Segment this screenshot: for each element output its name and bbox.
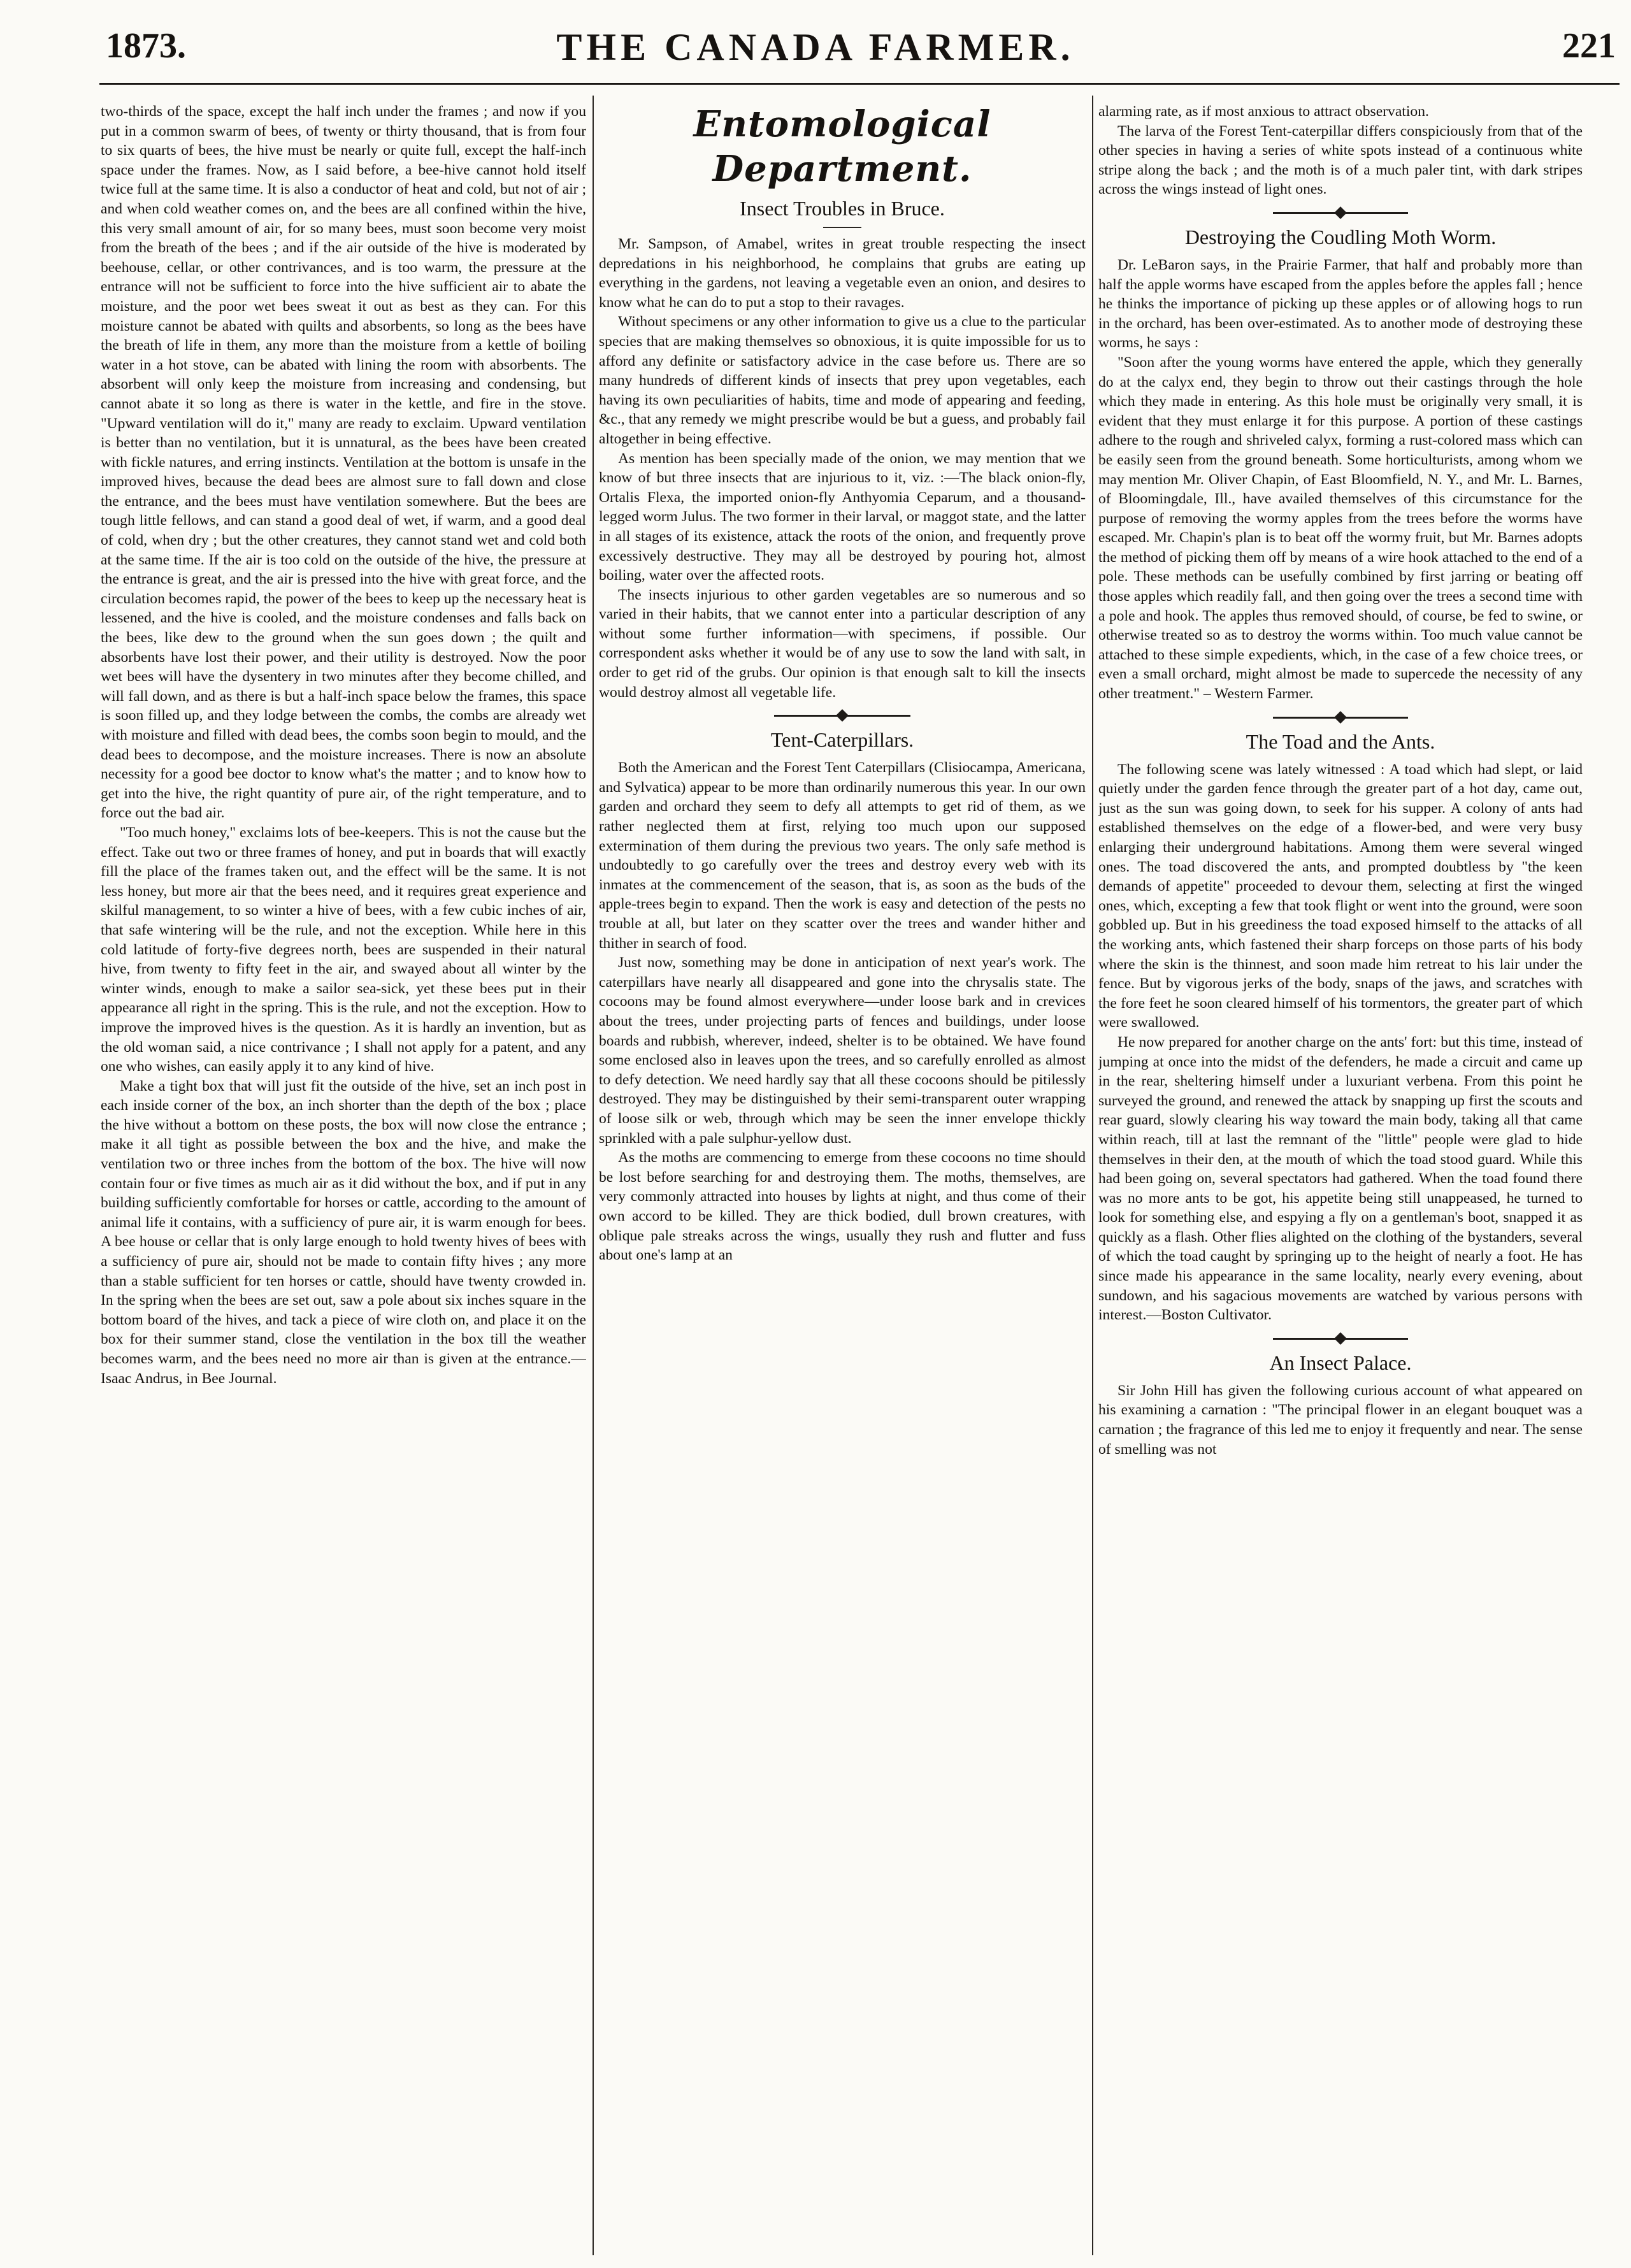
section-heading: Destroying the Coudling Moth Worm.	[1184, 225, 1497, 248]
header-page-number: 221	[1562, 26, 1616, 66]
article-paragraph: "Too much honey," exclaims lots of bee-keepers. This is not the cause but the effect. Take out two or three frames of honey, and put in boards that will exactly fill the place of the frames taken out, and the effect will be the same. It is not less honey, but more air that the bees need, and it requires great experience and skilful management, to so winter a hive of bees, with a few cubic inches of air, that safe wintering will be the rule, and not the exception. While here in this cold latitude of forty-five degrees north, bees are suspended in their natural hive, from twenty to fifty feet in the air, and swayed about all winter by the winter winds, enough to make a sailor sea-sick, yet these bees put in their appearance all right in the spring. This is the rule, and not the exception. How to improve the improved hives is the question. As it is hardly an invention, but as the old woman said, a nice contrivance ; I shall not apply for a patent, and any one who wishes, can easily apply it to any kind of hive.	[101, 824, 586, 1075]
header-title: THE CANADA FARMER.	[556, 26, 1075, 68]
short-rule	[823, 227, 861, 228]
article-paragraph: Dr. LeBaron says, in the Prairie Farmer, that half and probably more than half the apple worms have escaped from the apples before the apples fall ; hence he thinks the importance of picking up these apples or of allowing hogs to run in the orchard, has been over-estimated. As to another mode of destroying these worms, he says :	[1098, 256, 1583, 352]
page-header	[0, 0, 1631, 105]
article-paragraph: He now prepared for another charge on the ants' fort: but this time, instead of jumping at once into the midst of the defenders, he made a circuit and came up in the rear, sheltering himself under a luxuriant verbena. From this point he surveyed the ground, and renewed the attack by snapping up first the scouts and rear guard, slowly clearing his way toward the main body, taking all that came within reach, till at last the remnant of the "little" people were glad to hide themselves in their den, at the mouth of which the toad stood guard. While this had been going on, several spectators had gathered. When the toad found there was no more ants to be got, his appetite being still unappeased, he turned to look for something else, and espying a fly on a gentleman's boot, snapped it as quickly as a flash. Other flies alighted on the clothing of the bystanders, several of which the toad caught by springing up to the height of nearly a foot. He has since made his appearance in the same locality, nearly every evening, about sundown, and his sagacious movements are watched by various persons with interest.—Boston Cultivator.	[1098, 1033, 1583, 1324]
article-paragraph: alarming rate, as if most anxious to attract observation.	[1098, 103, 1429, 120]
column-1	[101, 102, 586, 2255]
article-paragraph: Without specimens or any other information to give us a clue to the particular species that are making themselves so obnoxious, it is quite impossible for us to afford any definite or satisfactory advice in the case before us. There are so many hundreds of different kinds of insects that prey upon vegetables, each having its own peculiarities of habits, time and mode of appearing and feeding, &c., that any remedy we might prescribe would be but a guess, and probably fail altogether in being effective.	[599, 313, 1086, 447]
section-ornament	[1098, 206, 1583, 220]
department-title: Entomological Department.	[693, 103, 991, 190]
article-paragraph: The larva of the Forest Tent-caterpillar differs conspiciously from that of the other species in having a series of white spots instead of a continuous white stripe along the back ; and the moth is of a much paler tint, with dark stripes across the wings instead of light ones.	[1098, 122, 1583, 198]
column-divider-2	[1092, 96, 1093, 2255]
article-paragraph: Mr. Sampson, of Amabel, writes in great trouble respecting the insect depredations in his neighborhood, he complains that grubs are eating up everything in the gardens, not leaving a vegetable even an onion, and desires to know what he can do to put a stop to their ravages.	[599, 236, 1086, 311]
article-paragraph: The insects injurious to other garden vegetables are so numerous and so varied in their habits, that we cannot enter into a particular description of any without some further information—with specimens, if possible. Our correspondent asks whether it would be of any use to sow the land with salt, in order to get rid of the grubs. Our opinion is that enough salt to kill the insects would destroy almost all vegetable life.	[599, 586, 1086, 701]
article-paragraph: Make a tight box that will just fit the outside of the hive, set an inch post in each inside corner of the box, an inch shorter than the depth of the box ; place the hive without a bottom on these posts, the box will now close the entrance ; make it all tight as possible between the box and the hive, and make the ventilation two or three inches from the bottom of the box. The hive will now contain four or five times as much air as it did without the box, and if put in any building sufficiently comfortable for horses or cattle, according to the amount of animal life it contains, with a sufficiency of pure air, it is warm enough for bees. A bee house or cellar that is only large enough to hold twenty hives of bees with a sufficiency of pure air, should not be made to contain fifty hives ; any more than a stable sufficient for ten horses or cattle, should have twenty crowded in. In the spring when the bees are set out, saw a pole about six inches square in the bottom board of the hives, and tack a piece of wire cloth on, and place it on the box for their summer stand, close the ventilation in the box till the weather becomes warm, and the bees need no more air than is given at the entrance.—Isaac Andrus, in Bee Journal.	[101, 1077, 586, 1387]
column-divider-1	[593, 96, 594, 2255]
section-ornament	[1098, 710, 1583, 724]
article-paragraph: As the moths are commencing to emerge from these cocoons no time should be lost before searching for and destroying them. The moths, themselves, are very commonly attracted into houses by lights at night, and thus come of their own accord to be killed. They are thick bodied, dull brown creatures, with oblique pale streaks across the wings, usually they rush and flutter and fuss about one's lamp at an	[599, 1149, 1086, 1264]
column-2	[599, 102, 1086, 2255]
header-year: 1873.	[106, 26, 186, 66]
section-heading: The Toad and the Ants.	[1246, 729, 1435, 753]
article-paragraph: Sir John Hill has given the following curious account of what appeared on his examining a carnation : "The principal flower in an elegant bouquet was a carnation ; the fragrance of this led me to enjoy it frequently and near. The sense of smelling was not	[1098, 1382, 1583, 1458]
section-ornament	[1098, 1331, 1583, 1346]
article-paragraph: two-thirds of the space, except the half inch under the frames ; and now if you put in a common swarm of bees, of twenty or thirty thousand, that is from four to six quarts of bees, the hive must be nearly or quite full, except the half-inch space under the frames. Now, as I said before, a bee-hive cannot hold itself twice full at the same time. It is also a conductor of heat and cold, but not of air ; and when cold weather comes on, and the bees are all confined within the hive, this very small amount of air, for so many bees, must soon become very moist from the breath of the bees ; and if the air outside of the hive is moderated by beehouse, cellar, or other contrivances, and is too warm, the pressure at the entrance will not be sufficient to force into the hive sufficient air to abate the moisture, and the poor wet bees sweat it out as best as they can. For this moisture cannot be abated with quilts and absorbents, so long as the bees have the breath of life in them, any more than the moisture from a kettle of boiling water in a hot stove, can be abated with lining the room with absorbents. The absorbent will only keep the moisture from increasing and condensing, but cannot abate it so long as there is water in the kettle, and fire in the stove. "Upward ventilation will do it," many are ready to exclaim. Upward ventilation is better than no ventilation, but it is unnatural, as the bees have been created with fickle natures, and erring instincts. Ventilation at the bottom is unsafe in the improved hives, because the dead bees are almost sure to fall down and close the entrance, and the bees must have ventilation somewhere. But the bees are tough little fellows, and can stand a good deal of wet, if warm, and a good deal of cold, when dry ; but the other creatures, they cannot stand wet and cold both at the same time. If the air is too cold on the outside of the hive, the pressure at the entrance is great, and the air is pressed into the hive with great force, and the circulation becomes rapid, the power of the bees to keep up the necessary heat is lessened, and the hive is cooled, and the moisture condenses and falls back on the bees, like dew to the ground when the sun goes down ; the quilt and absorbents have lost their power, and their utility is destroyed. Now the poor wet bees will have the dysentery in two minutes after they become chilled, and will fall down, and as there is but a half-inch space below the frames, this space is soon filled up, and they lodge between the combs, the combs are already wet with moisture and filled with dead bees, the combs soon begin to mould, and the dead bees to decompose, and the moisture increases. There is now an absolute necessity for a good bee doctor to know what's the matter ; and to know how to get into the hive, the right quantity of pure air, of the right temperature, and to force out the bad air.	[101, 103, 586, 822]
article-paragraph: The following scene was lately witnessed : A toad which had slept, or laid quietly under the garden fence through the greater part of a hot day, came out, just as the sun was going down, to seek for his supper. A colony of ants had established themselves on the edge of a flower-bed, and were very busy enlarging their underground habitations. Among them were several winged ones. The toad discovered the ants, and prompted doubtless by "the keen demands of appetite" proceeded to devour them, selecting at first the winged ones, which, excepting a few that took flight or went into the ground, were soon gobbled up. But in his greediness the toad exposed himself to the attacks of all the working ants, which fastened their sharp forceps on those parts of his body where the skin is the thinnest, and soon made him retreat to his lair under the fence. But by vigorous jerks of the body, snaps of the jaws, and scratches with the fore feet he soon cleared himself of his tormentors, the greater part of which were swallowed.	[1098, 761, 1583, 1031]
section-ornament	[599, 708, 1086, 722]
article-quote-paragraph: "Soon after the young worms have entered the apple, which they generally do at the calyx end, they begin to throw out their castings through the hole which they made in entering. As this hole must be originally very small, it is evident that they must enlarge it for this purpose. A portion of these castings adhere to the rough and shriveled calyx, forming a rust-colored mass which can be easily seen from the ground beneath. Some horticulturists, among whom we may mention Mr. Oliver Chapin, of East Bloomfield, N. Y., and Mr. L. Barnes, of Bloomingdale, Ill., have availed themselves of this circumstance for the purpose of removing the wormy apples from the trees before the worms have escaped. Mr. Chapin's plan is to beat off the wormy fruit, but Mr. Barnes adopts the method of picking them off by means of a wire hook attached to the end of a pole. These methods can be usefully combined by first jarring or beating off those apples which readily fall, and then going over the trees a second time with a pole and hook. The apples thus removed should, of course, be fed to swine, or otherwise treated so as to destroy the worms within. Too much value cannot be attached to these simple expedients, which, in the case of a few choice trees, or even a small orchard, might almost be made to supercede the necessity of any other treatment." – Western Farmer.	[1098, 354, 1583, 703]
section-heading: Tent-Caterpillars.	[770, 728, 914, 752]
article-paragraph: Just now, something may be done in anticipation of next year's work. The caterpillars have nearly all disappeared and gone into the chrysalis state. The cocoons may be found almost everywhere—under loose bark and in crevices about the trees, under projecting parts of fences and buildings, under loose boards and rubbish, wherever, indeed, shelter is to be obtained. We have found some enclosed also in leaves upon the trees, and so carefully enrolled as almost to defy detection. We need hardly say that all these cocoons should be pitilessly destroyed. They may be distinguished by their semi-transparent outer wrapping of loose silk or web, through which may be seen the inner envelope thickly sprinkled with a pale sulphur-yellow dust.	[599, 954, 1086, 1147]
section-heading: Insect Troubles in Bruce.	[740, 197, 945, 220]
header-rule	[99, 83, 1620, 85]
section-heading: An Insect Palace.	[1269, 1351, 1412, 1374]
article-paragraph: Both the American and the Forest Tent Caterpillars (Clisiocampa, Americana, and Sylvatica) appear to be more than ordinarily numerous this year. In our own garden and orchard they seem to defy all attempts to get rid of them, as we rather neglected them at first, relying too much upon our supposed extermination of them during the previous two years. The only safe method is undoubtedly to go carefully over the trees and destroy every web with its inmates at the commencement of the season, that is, as soon as the buds of the apple-trees begin to expand. Then the work is easy and detection of the pests no trouble at all, but later on they scatter over the trees and wander hither and thither in search of food.	[599, 759, 1086, 952]
column-3	[1098, 102, 1583, 2255]
article-paragraph: As mention has been specially made of the onion, we may mention that we know of but three insects that are injurious to it, viz. :—The black onion-fly, Ortalis Flexa, the imported onion-fly Anthyomia Ceparum, and a thousand-legged worm Julus. The two former in their larval, or maggot state, and the latter in all stages of its existence, attack the roots of the onion, and frequently prove excessively destructive. They may all be destroyed by pouring hot, almost boiling, water over the affected roots.	[599, 450, 1086, 584]
